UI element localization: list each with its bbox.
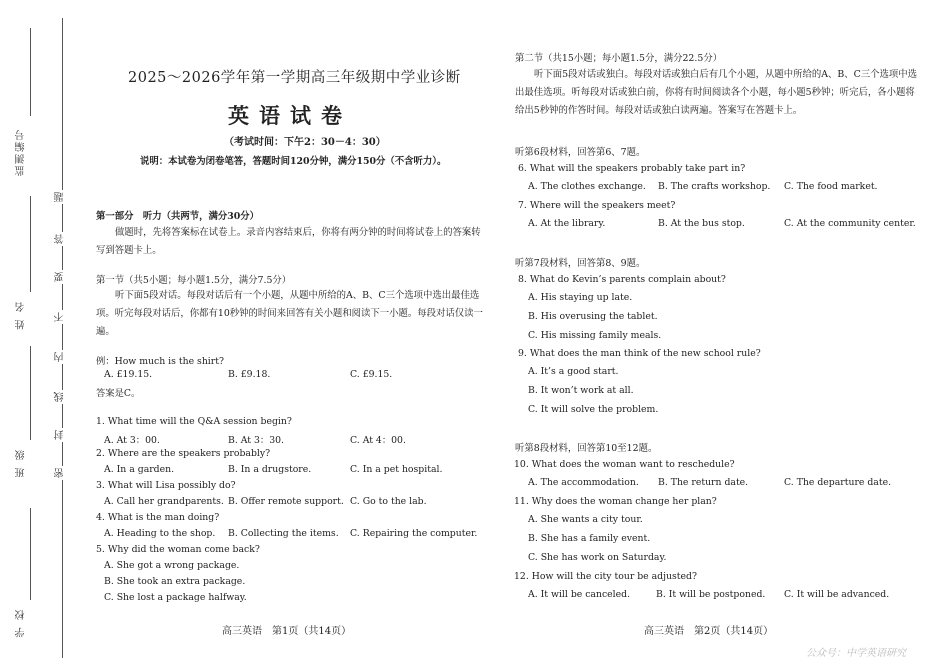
seal-char: 内 — [55, 352, 66, 362]
question-10: 10. What does the woman want to reschedule? — [514, 459, 735, 470]
exam-id-label: 监测编号 — [16, 128, 27, 176]
q8-option-b: B. His overusing the tablet. — [528, 311, 658, 322]
question-2: 2. Where are the speakers probably? — [96, 448, 271, 459]
material-6-heading: 听第6段材料，回答第6、7题。 — [515, 147, 646, 158]
q5-option-b: B. She took an extra package. — [104, 576, 246, 587]
seal-char: 密 — [55, 468, 66, 478]
seal-char: 封 — [55, 430, 66, 440]
q8-option-a: A. His staying up late. — [528, 292, 633, 303]
example-question: 例：How much is the shirt? — [96, 356, 224, 367]
section2-intro: 听下面5段对话或独白。每段对话或独白后有几个小题，从题中所给的A、B、C三个选项中选出最佳选项。听每段对话或独白前，你将有时间阅读各个小题，每小题5秒钟；听完后，各小题将给出5秒钟的作答时间。每段对话或独白读两遍。答案写在答题卡上。 — [515, 69, 918, 116]
question-12: 12. How will the city tour be adjusted? — [514, 571, 697, 582]
page1-footer: 高三英语 第1页（共14页） — [222, 626, 352, 637]
example-option-b: B. £9.18. — [228, 369, 271, 380]
part1-heading: 第一部分 听力（共两节，满分30分） — [96, 211, 260, 222]
question-8: 8. What do Kevin’s parents complain about? — [518, 274, 726, 285]
q9-option-a: A. It’s a good start. — [528, 366, 619, 377]
q2-option-b: B. In a drugstore. — [228, 464, 312, 475]
q11-option-c: C. She has work on Saturday. — [528, 552, 667, 563]
seal-char: 题 — [55, 192, 66, 202]
q3-option-b: B. Offer remote support. — [228, 496, 344, 507]
q6-option-b: B. The crafts workshop. — [658, 181, 771, 192]
watermark: 公众号：中学英语研究 — [806, 648, 906, 659]
q2-option-a: A. In a garden. — [104, 464, 175, 475]
question-1: 1. What time will the Q&A session begin? — [96, 416, 292, 427]
q12-option-a: A. It will be canceled. — [528, 589, 631, 600]
q8-option-c: C. His missing family meals. — [528, 330, 662, 341]
q4-option-c: C. Repairing the computer. — [350, 528, 478, 539]
exam-id-blank — [30, 28, 31, 116]
q9-option-c: C. It will solve the problem. — [528, 404, 659, 415]
class-blank — [30, 346, 31, 440]
question-5: 5. Why did the woman come back? — [96, 544, 260, 555]
q7-option-b: B. At the bus stop. — [658, 218, 745, 229]
school-blank — [30, 508, 31, 600]
question-3: 3. What will Lisa possibly do? — [96, 480, 236, 491]
school-label: 学 校 — [16, 608, 27, 638]
q7-option-c: C. At the community center. — [784, 218, 916, 229]
seal-char: 不 — [55, 312, 66, 322]
seal-char: 线 — [55, 392, 66, 402]
exam-title: 2025～2026学年第一学期高三年级期中学业诊断 — [128, 70, 461, 86]
example-option-a: A. £19.15. — [104, 369, 153, 380]
q5-option-a: A. She got a wrong package. — [104, 560, 240, 571]
section1-intro: 听下面5段对话。每段对话后有一个小题，从题中所给的A、B、C三个选项中选出最佳选项。听完每段对话后，你都有10秒钟的时间来回答有关小题和阅读下一小题。每段对话仅读一遍。 — [96, 290, 483, 337]
q12-option-b: B. It will be postponed. — [656, 589, 766, 600]
section1-heading: 第一节（共5小题；每小题1.5分，满分7.5分） — [96, 275, 292, 286]
q6-option-c: C. The food market. — [784, 181, 878, 192]
question-9: 9. What does the man think of the new school rule? — [518, 348, 761, 359]
question-7: 7. Where will the speakers meet? — [518, 200, 676, 211]
name-label: 姓 名 — [16, 300, 27, 330]
q11-option-a: A. She wants a city tour. — [528, 514, 643, 525]
q7-option-a: A. At the library. — [528, 218, 606, 229]
page2-footer: 高三英语 第2页（共14页） — [644, 626, 774, 637]
q3-option-c: C. Go to the lab. — [350, 496, 427, 507]
q10-option-a: A. The accommodation. — [528, 477, 639, 488]
q3-option-a: A. Call her grandparents. — [104, 496, 224, 507]
material-8-heading: 听第8段材料，回答第10至12题。 — [515, 443, 658, 454]
seal-char: 要 — [55, 272, 66, 282]
q10-option-c: C. The departure date. — [784, 477, 892, 488]
q4-option-b: B. Collecting the items. — [228, 528, 339, 539]
part1-intro: 做题时，先将答案标在试卷上。录音内容结束后，你将有两分钟的时间将试卷上的答案转写到答题卡上。 — [96, 227, 481, 256]
example-answer: 答案是C。 — [96, 388, 141, 399]
q1-option-b: B. At 3：30. — [228, 435, 284, 446]
q6-option-a: A. The clothes exchange. — [528, 181, 646, 192]
binding-line — [62, 18, 63, 658]
q1-option-c: C. At 4：00. — [350, 435, 406, 446]
q5-option-c: C. She lost a package halfway. — [104, 592, 247, 603]
q2-option-c: C. In a pet hospital. — [350, 464, 443, 475]
question-6: 6. What will the speakers probably take part in? — [518, 163, 746, 174]
q10-option-b: B. The return date. — [658, 477, 749, 488]
example-option-c: C. £9.15. — [350, 369, 393, 380]
question-4: 4. What is the man doing? — [96, 512, 220, 523]
exam-note: 说明：本试卷为闭卷笔答，答题时间120分钟，满分150分（不含听力）。 — [140, 156, 447, 167]
q1-option-a: A. At 3：00. — [104, 435, 160, 446]
question-11: 11. Why does the woman change her plan? — [514, 496, 717, 507]
seal-char: 答 — [55, 234, 66, 244]
material-7-heading: 听第7段材料，回答第8、9题。 — [515, 258, 646, 269]
exam-time: （考试时间：下午2：30－4：30） — [224, 137, 386, 148]
q9-option-b: B. It won’t work at all. — [528, 385, 634, 396]
subject-title: 英语试卷 — [228, 104, 352, 128]
q11-option-b: B. She has a family event. — [528, 533, 651, 544]
class-label: 班 级 — [16, 448, 27, 478]
q12-option-c: C. It will be advanced. — [784, 589, 890, 600]
section2-heading: 第二节（共15小题；每小题1.5分，满分22.5分） — [515, 53, 723, 64]
name-blank — [30, 196, 31, 292]
q4-option-a: A. Heading to the shop. — [104, 528, 216, 539]
